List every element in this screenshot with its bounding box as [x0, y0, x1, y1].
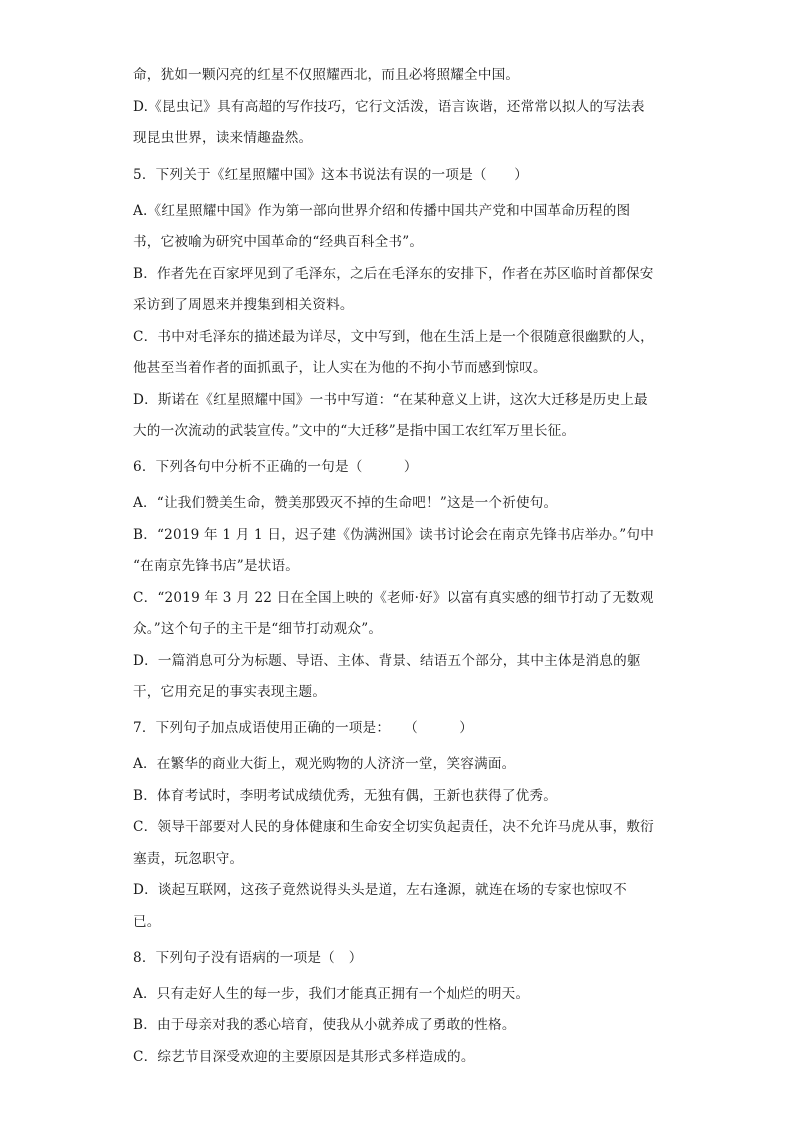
question-5-option-a: A.《红星照耀中国》作为第一部向世界介绍和传播中国共产党和中国革命历程的图 — [133, 203, 631, 219]
question-6-option-d: D．一篇消息可分为标题、导语、主体、背景、结语五个部分，其中主体是消息的躯 — [133, 653, 641, 669]
question-7-option-d: D．谈起互联网，这孩子竟然说得头头是道，左右逢源，就连在场的专家也惊叹不 — [133, 882, 627, 898]
text-line: 他甚至当着作者的面抓虱子，让人实在为他的不拘小节而感到惊叹。 — [133, 360, 547, 376]
question-7-option-a: A．在繁华的商业大街上，观光购物的人济济一堂，笑容满面。 — [133, 756, 516, 772]
text-line: 已。 — [133, 914, 161, 930]
question-7-option-b: B．体育考试时，李明考试成绩优秀，无独有偶，王新也获得了优秀。 — [133, 788, 557, 804]
question-7-option-c: C．领导干部要对人民的身体健康和生命安全切实负起责任，决不允许马虎从事，敷衍 — [133, 819, 654, 835]
text-line: “在南京先锋书店”是状语。 — [133, 558, 300, 574]
question-6-option-a: A．“让我们赞美生命，赞美那毁灭不掉的生命吧！”这是一个祈使句。 — [133, 495, 558, 511]
text-line: 命，犹如一颗闪亮的红星不仅照耀西北，而且必将照耀全中国。 — [133, 67, 520, 83]
question-8-stem: 8．下列句子没有语病的一项是（ ） — [133, 950, 363, 966]
text-line: 采访到了周恩来并搜集到相关资料。 — [133, 297, 354, 313]
question-8-option-c: C．综艺节目深受欢迎的主要原因是其形式多样造成的。 — [133, 1049, 475, 1065]
text-line: 众。”这个句子的主干是“细节打动观众”。 — [133, 621, 383, 637]
text-line: 塞责，玩忽职守。 — [133, 851, 244, 867]
text-line: 书，它被喻为研究中国革命的“经典百科全书”。 — [133, 234, 424, 250]
question-5-option-d: D．斯诺在《红星照耀中国》一书中写道：“在某种意义上讲，这次大迁移是历史上最 — [133, 392, 648, 408]
text-line: 现昆虫世界，读来情趣盎然。 — [133, 130, 313, 146]
question-5-option-b: B．作者先在百家坪见到了毛泽东，之后在毛泽东的安排下，作者在苏区临时首都保安 — [133, 266, 654, 282]
question-5-option-c: C．书中对毛泽东的描述最为详尽，文中写到，他在生活上是一个很随意很幽默的人， — [133, 329, 654, 345]
question-6-option-b: B．“2019 年 1 月 1 日，迟子建《伪满洲国》读书讨论会在南京先锋书店举办。”句中 — [133, 527, 654, 543]
question-6-option-c: C．“2019 年 3 月 22 日在全国上映的《老师·好》以富有真实感的细节打动了无数观 — [133, 590, 654, 606]
text-line: D.《昆虫记》具有高超的写作技巧，它行文活泼，语言诙谐，还常常以拟人的写法表 — [133, 99, 645, 115]
text-line: 大的一次流动的武装宣传。”文中的“大迁移”是指中国工农红军万里长征。 — [133, 423, 576, 439]
text-line: 干，它用充足的事实表现主题。 — [133, 684, 327, 700]
question-8-option-a: A．只有走好人生的每一步，我们才能真正拥有一个灿烂的明天。 — [133, 986, 530, 1002]
question-6-stem: 6．下列各句中分析不正确的一句是（ ） — [133, 459, 418, 475]
question-5-stem: 5．下列关于《红星照耀中国》这本书说法有误的一项是（ ） — [133, 167, 529, 183]
question-7-stem: 7．下列句子加点成语使用正确的一项是： （ ） — [133, 720, 474, 736]
question-8-option-b: B．由于母亲对我的悉心培育，使我从小就养成了勇敢的性格。 — [133, 1017, 516, 1033]
